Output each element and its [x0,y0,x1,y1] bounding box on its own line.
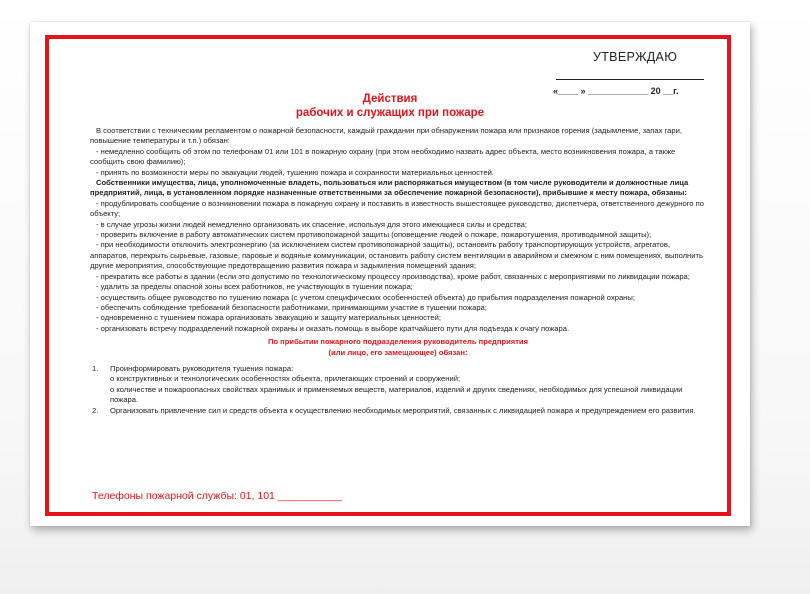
document-title [240,92,540,120]
owners-item: - прекратить все работы в здании (если это допустимо по технологическому процессу производства), кроме работ, связанных с мероприятиями по ликвидации пожара; [96,271,690,281]
owners-heading: Собственники имущества, лица, уполномоченные владеть, пользоваться или распоряжаться имуществом (в том числе руководители и должностные лица предприятий, лица, в установленном порядке назначенные ответственными за обеспечение пожарной безопасности), прибывшие к месту пожара, обязаны: [90,178,689,198]
signature-line [556,79,704,80]
title-line-2: рабочих и служащих при пожаре [295,107,485,119]
arrival-heading [90,337,706,358]
document-body [90,126,706,416]
item-line: Проинформировать руководителя тушения пожара: [110,363,294,373]
date-line: «____ » ____________ 20 __г. [553,86,679,96]
owners-item: - осуществить общее руководство по тушению пожара (с учетом специфических особенностей объекта) до прибытия подразделения пожарной охраны; [96,292,635,302]
approve-heading: УТВЕРЖДАЮ [593,50,678,64]
owners-item: - продублировать сообщение о возникновении пожара в пожарную охрану и поставить в известность вышестоящее руководство, диспетчера, ответственного дежурного по объекту; [90,198,704,219]
owners-item: - удалить за пределы опасной зоны всех работников, не участвующих в тушении пожара; [96,282,413,292]
numbered-item-2 [90,406,710,416]
item-line: о количестве и пожароопасных свойствах хранимых и применяемых веществ, материалов, изделий и других сведениях, необходимых для успешной ликвидации пожара. [110,384,683,405]
intro-item: - немедленно сообщить об этом по телефонам 01 или 101 в пожарную охрану (при этом необходимо назвать адрес объекта, место возникновения пожара, а также сообщить свою фамилию); [90,146,676,167]
arrival-heading-line-2: (или лицо, его замещающее) обязан: [328,347,468,357]
owners-item: - в случае угрозы жизни людей немедленно организовать их спасение, используя для этого имеющиеся силы и средства; [96,219,527,229]
title-line-1: Действия [362,93,418,105]
intro-item: - принять по возможности меры по эвакуации людей, тушению пожара и сохранности материальных ценностей. [96,167,494,177]
owners-item: - при необходимости отключить электроэнергию (за исключением систем противопожарной защиты), остановить работу транспортирующих устройств, агрегатов, аппаратов, перекрыть сырьевые, газовые, паровые и водяные коммуникации, остановить работу систем вентиляции в аварийном и смежном с ним помещениях, выполнить другие мероприятия, способствующие предотвращению развития пожара и задымления помещений здания; [90,240,703,271]
item-number: 1. [92,363,99,373]
item-line: о конструктивных и технологических особенностях объекта, прилегающих строений и сооружений; [110,374,461,384]
item-line: Организовать привлечение сил и средств объекта к осуществлению необходимых мероприятий, связанных с ликвидацией пожара и предупреждением его развития. [110,405,696,415]
owners-item: - обеспечить соблюдение требований безопасности работниками, принимающими участие в тушении пожара; [96,302,487,312]
item-number: 2. [92,405,99,415]
intro-paragraph: В соответствии с техническим регламентом о пожарной безопасности, каждый гражданин при обнаружении пожара или признаков горения (задымление, запах гари, повышение температуры и т.п.) обязан: [90,126,682,146]
owners-item: - организовать встречу подразделений пожарной охраны и оказать помощь в выборе кратчайшего пути для подъезда к очагу пожара. [96,323,570,333]
owners-item: - проверить включение в работу автоматических систем противопожарной защиты (оповещение людей о пожаре, пожаротушения, противодымной защиты); [96,230,652,240]
arrival-heading-line-1: По прибытии пожарного подразделения руководитель предприятия [267,337,529,347]
numbered-item-1 [90,364,710,406]
owners-item: - одновременно с тушением пожара организовать эвакуацию и защиту материальных ценностей; [96,313,441,323]
fire-service-phones: Телефоны пожарной службы: 01, 101 ___________ [92,490,343,502]
